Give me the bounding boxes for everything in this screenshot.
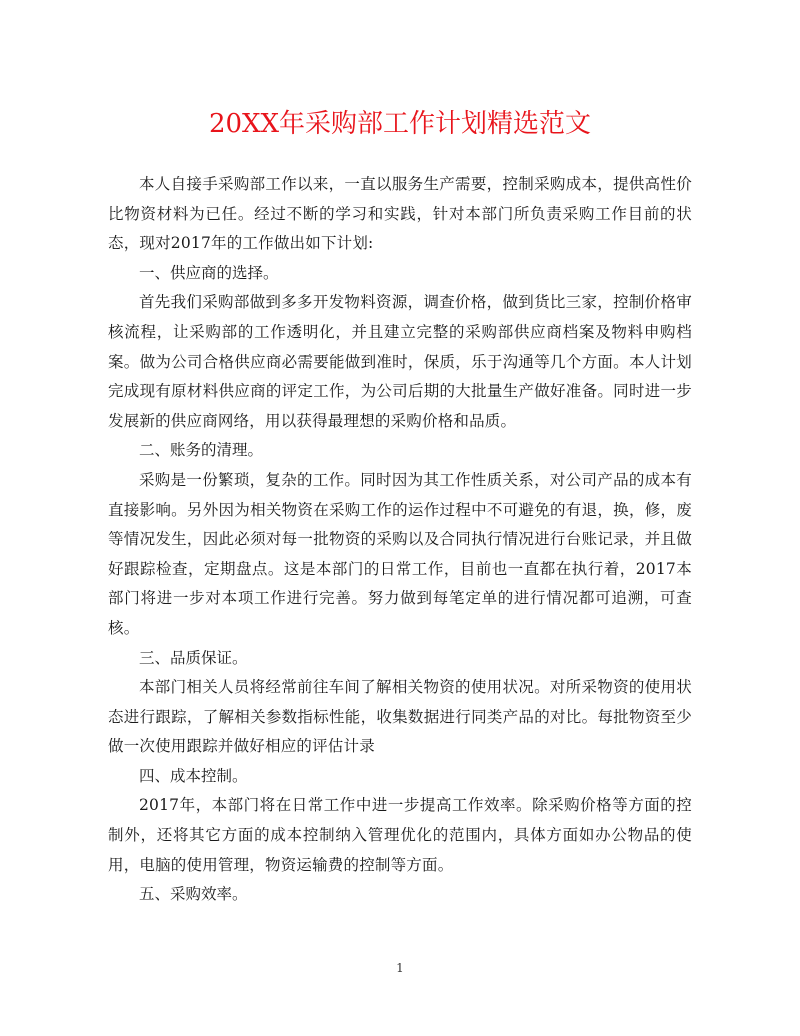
document-body — [108, 170, 692, 910]
section-paragraph-2: 采购是一份繁琐，复杂的工作。同时因为其工作性质关系，对公司产品的成本有直接影响。另外因为相关物资在采购工作的运作过程中不可避免的有退，换，修，废等情况发生，因此必须对每一批物资的采购以及合同执行情况进行台账记录，并且做好跟踪检查，定期盘点。这是本部门的日常工作，目前也一直都在执行着，2017本部门将进一步对本项工作进行完善。努力做到每笔定单的进行情况都可追溯，可查核。 — [108, 470, 692, 637]
section-heading-2: 二、账务的清理。 — [139, 441, 264, 460]
page-number: 1 — [396, 961, 404, 975]
section-paragraph-3: 本部门相关人员将经常前往车间了解相关物资的使用状况。对所采物资的使用状态进行跟踪，了解相关参数指标性能，收集数据进行同类产品的对比。每批物资至少做一次使用跟踪并做好相应的评估计录 — [108, 678, 692, 756]
section-heading-5: 五、采购效率。 — [139, 885, 248, 904]
section-heading-3: 三、品质保证。 — [139, 648, 248, 667]
document-title: 20XX年采购部工作计划精选范文 — [208, 109, 592, 139]
section-paragraph-1: 首先我们采购部做到多多开发物料资源，调查价格，做到货比三家，控制价格审核流程，让采购部的工作透明化，并且建立完整的采购部供应商档案及物料申购档案。做为公司合格供应商必需要能做到准时，保质，乐于沟通等几个方面。本人计划完成现有原材料供应商的评定工作，为公司后期的大批量生产做好准备。同时进一步发展新的供应商网络，用以获得最理想的采购价格和品质。 — [108, 293, 692, 430]
section-heading-1: 一、供应商的选择。 — [139, 263, 279, 282]
intro-paragraph: 本人自接手采购部工作以来，一直以服务生产需要，控制采购成本，提供高性价比物资材料为已任。经过不断的学习和实践，针对本部门所负责采购工作目前的状态，现对2017年的工作做出如下计划: — [108, 175, 692, 253]
section-heading-4: 四、成本控制。 — [139, 766, 248, 785]
section-paragraph-4: 2017年，本部门将在日常工作中进一步提高工作效率。除采购价格等方面的控制外，还将其它方面的成本控制纳入管理优化的范围内，具体方面如办公物品的使用，电脑的使用管理，物资运输费的控制等方面。 — [108, 796, 692, 874]
